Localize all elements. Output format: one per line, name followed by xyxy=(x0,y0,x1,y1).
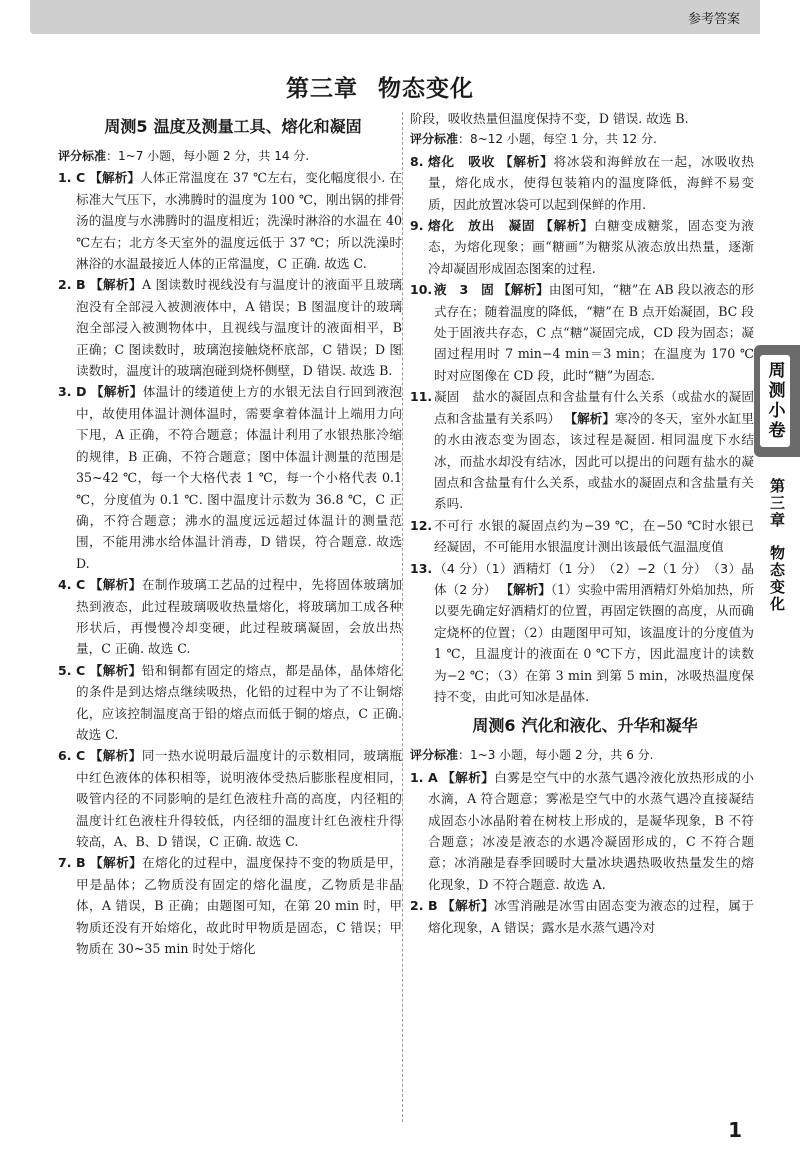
item-tag: 【解析】 xyxy=(90,277,142,293)
item-number: 8. xyxy=(410,153,424,169)
scoring-text: ：8~12 小题，每空 1 分，共 12 分. xyxy=(458,132,657,147)
answer-item xyxy=(410,558,754,708)
section-heading xyxy=(410,713,754,739)
item-number: 6. xyxy=(58,748,72,764)
item-answer: C xyxy=(76,577,86,593)
item-text: 人体正常温度在 37 ℃左右，变化幅度很小. 在标准大气压下，水沸腾时的温度为 100 ℃，刚出锅的排骨汤的温度与水沸腾时的温度相近；洗澡时淋浴的水温在 40 ℃左右；北方冬天室外的温度远低于 37 ℃；所以洗澡时淋浴的水温最接近人体的正常温度，C 正确. 故选 C. xyxy=(76,170,402,272)
side-tab-label-box xyxy=(760,355,790,447)
page-number: 1 xyxy=(728,1118,742,1142)
answer-item xyxy=(58,274,402,381)
item-text: 由图可知，“糖”在 AB 段以液态的形式存在；随着温度的降低，“糖”在 B 点开始凝固，BC 段处于固液共存态，C 点“糖”凝固完成，CD 段为固态；凝固过程用时 7 min−4 min＝3 min；在温度为 170 ℃时对应图像在 CD 段，此时“糖”为固态. xyxy=(434,282,755,383)
scoring-label: 评分标准 xyxy=(58,149,107,163)
item-text: 白雾是空气中的水蒸气遇冷液化放热形成的小水滴，A 符合题意；雾凇是空气中的水蒸气遇冷直接凝结成固态小冰晶附着在树枝上形成的，是凝华现象，B 不符合题意；冰凌是液态的水遇冷凝固形成的，C 不符合题意；冰消融是春季回暖时大量冰块遇热吸收热量发生的熔化现象，D 不符合题意. 故选 A. xyxy=(428,769,754,892)
answer-item xyxy=(410,767,754,895)
item-answer: 熔化 放出 凝固 xyxy=(428,218,536,234)
item-tag: 【解析】 xyxy=(89,662,142,678)
item-text: 白糖变成糖浆，固态变为液态，为熔化现象；画“糖画”为糖浆从液态放出热量，逐渐冷却凝固形成固态图案的过程. xyxy=(428,218,754,276)
item-text: 在熔化的过程中，温度保持不变的物质是甲，甲是晶体；乙物质没有固定的熔化温度，乙物质是非晶体，A 错误，B 正确；由题图可知，在第 20 min 时，甲物质还没有开始熔化，故此时甲物质是固态，C 错误；甲物质在 30~35 min 时处于熔化 xyxy=(76,855,402,957)
scoring-label: 评分标准 xyxy=(410,748,459,763)
answer-item xyxy=(58,574,402,660)
item-answer: C xyxy=(76,748,86,764)
item-text: 将冰袋和海鲜放在一起，冰吸收热量，熔化成水，使得包装箱内的温度降低，海鲜不易变质，因此放置冰袋可以起到保鲜的作用. xyxy=(428,153,755,212)
item-number: 9. xyxy=(410,218,424,234)
item-number: 11. xyxy=(410,389,433,405)
item-tag: 【解析】 xyxy=(89,170,141,186)
item-answer: B xyxy=(76,277,86,293)
item-text: （1）实验中需用酒精灯外焰加热，所以要先确定好酒精灯的位置，再固定铁圈的高度，从而确定烧杯的位置；（2）由题图甲可知，该温度计的分度值为 1 ℃，且温度计的液面在 0 ℃下方，因此温度计的读数为−2 ℃；（3）在第 3 min 到第 5 min，冰吸热温度保持不变，由此可知冰是晶体. xyxy=(434,581,755,704)
item-answer: B xyxy=(428,898,438,914)
answer-item xyxy=(58,167,402,274)
item-number: 1. xyxy=(410,769,424,785)
item-tag: 【解析】 xyxy=(499,153,554,169)
scoring-text: ：1~7 小题，每小题 2 分，共 14 分. xyxy=(106,149,310,163)
section-heading xyxy=(58,114,402,140)
scoring-standard xyxy=(410,129,754,150)
item-number: 2. xyxy=(58,277,72,293)
item-tag: 【解析】 xyxy=(89,748,142,764)
item-tag: 【解析】 xyxy=(89,577,142,593)
item-answer: C xyxy=(76,170,86,186)
item-tag: 【解析】 xyxy=(500,581,551,597)
item-answer: 凝固 盐水的凝固点和含盐量有什么关系（或盐水的凝固点和含盐量有关系吗） xyxy=(434,389,754,426)
item-text: A 图读数时视线没有与温度计的液面平且玻璃泡没有全部浸入被测液体中，A 错误；B 图温度计的玻璃泡全部浸入被测物体中，且视线与温度计的液面相平，B 正确；C 图读数时，玻璃泡接触烧杯底部，C 错误；D 图读数时，温度计的玻璃泡碰到烧杯侧壁，D 错误. 故选 B. xyxy=(76,277,402,379)
answer-item xyxy=(58,660,402,746)
item-number: 7. xyxy=(58,855,72,871)
scoring-label: 评分标准 xyxy=(410,132,459,147)
side-chapter-number: 第三章 xyxy=(768,478,786,529)
item-number: 1. xyxy=(58,170,72,186)
item-answer: B xyxy=(76,855,86,871)
item-text: 体温计的缕道使上方的水银无法自行回到液泡中，故使用体温计测体温时，需要拿着体温计上端用力向下甩，A 正确，不符合题意；体温计利用了水银热胀冷缩的规律，B 正确，不符合题意；图中体温计测量的范围是 35~42 ℃，每一个大格代表 1 ℃，每一个小格代表 0.1 ℃，分度值为 0.1 ℃. 图中温度计示数为 36.8 ℃，C 正确，不符合题意；沸水的温度远远超过体温计的测量范围，不能用沸水给体温计消毒，D 错误，符合题意. 故选 D. xyxy=(76,384,402,571)
item-text: 同一热水说明最后温度计的示数相同，玻璃瓶中红色液体的体积相等，说明液体受热后膨胀程度相同，吸管内径的不同影响的是红色液柱升高的高度，内径粗的温度计红色液柱升得较低，内径细的温度计红色液柱升得较高，A、B、D 错误，C 正确. 故选 C. xyxy=(76,748,403,849)
item-answer: A xyxy=(428,769,438,785)
continuation-text: 阶段，吸收热量但温度保持不变，D 错误. 故选 B. xyxy=(410,111,689,126)
header-band xyxy=(30,0,760,34)
item-number: 13. xyxy=(410,560,433,576)
section-title: 汽化和液化、升华和凝华 xyxy=(521,716,698,736)
item-tag: 【解析】 xyxy=(540,218,594,234)
header-label: 参考答案 xyxy=(687,12,740,27)
item-number: 10. xyxy=(410,282,433,298)
item-number: 12. xyxy=(410,517,433,533)
left-column xyxy=(58,108,402,959)
item-number: 4. xyxy=(58,577,72,593)
section-title: 温度及测量工具、熔化和凝固 xyxy=(153,117,362,136)
item-answer: 不可行 xyxy=(434,517,474,533)
right-column xyxy=(410,108,754,938)
answer-item xyxy=(410,215,754,279)
side-chapter-name: 物态变化 xyxy=(768,545,786,613)
scoring-standard xyxy=(58,146,402,167)
item-tag: 【解析】 xyxy=(442,769,495,785)
header-corner xyxy=(760,0,800,34)
answer-item xyxy=(58,852,402,959)
side-tab-label: 周测小卷 xyxy=(764,361,785,441)
answer-item xyxy=(410,279,754,386)
section-name: 周测5 xyxy=(104,117,148,136)
answer-item xyxy=(58,381,402,574)
chapter-title xyxy=(0,70,760,103)
item-tag: 【解析】 xyxy=(497,282,549,298)
item-text: 冰雪消融是冰雪由固态变为液态的过程，属于熔化现象，A 错误；露水是水蒸气遇冷对 xyxy=(428,898,754,935)
item-text: 水银的凝固点约为−39 ℃，在−50 ℃时水银已经凝固，不可能用水银温度计测出该最低气温温度值 xyxy=(434,517,754,555)
item-text: 在制作玻璃工艺品的过程中，先将固体玻璃加热到液态，此过程玻璃吸收热量熔化，将玻璃加工成各种形状后，再慢慢冷却变硬，此过程玻璃凝固，会放出热量，C 正确. 故选 C. xyxy=(76,577,403,657)
item-tag: 【解析】 xyxy=(90,855,143,871)
answer-item xyxy=(410,151,754,215)
item-number: 5. xyxy=(58,662,72,678)
item-tag: 【解析】 xyxy=(442,898,495,914)
chapter-number: 第三章 xyxy=(286,76,358,102)
item-answer: 液 3 固 xyxy=(434,282,494,298)
item-answer: （4 分）（1）酒精灯（1 分） （2）−2（1 分） （3）晶体（2 分） xyxy=(434,560,754,597)
item-answer: C xyxy=(76,662,86,678)
answer-item xyxy=(58,745,402,852)
item-tag: 【解析】 xyxy=(90,384,143,400)
chapter-name: 物态变化 xyxy=(378,76,474,102)
section-name: 周测6 xyxy=(472,716,516,736)
answer-item xyxy=(410,386,754,514)
item-tag: 【解析】 xyxy=(564,410,616,426)
side-chapter-label xyxy=(767,478,788,613)
item-number: 3. xyxy=(58,384,72,400)
answer-item xyxy=(410,515,754,558)
item-text: 铅和铜都有固定的熔点，都是晶体，晶体熔化的条件是到达熔点继续吸热，化铅的过程中为了不让铜熔化，应该控制温度高于铅的熔点而低于铜的熔点，C 正确. 故选 C. xyxy=(76,662,403,742)
side-tab xyxy=(754,345,800,457)
item-number: 2. xyxy=(410,898,424,914)
item-answer: D xyxy=(76,384,87,400)
column-divider xyxy=(402,112,403,1122)
answer-item xyxy=(410,895,754,938)
item-text: 寒冷的冬天，室外水缸里的水由液态变为固态，该过程是凝固. 相同温度下水结冰，而盐水却没有结冰，因此可以提出的问题有盐水的凝固点和含盐量有什么关系，或盐水的凝固点和含盐量有关系吗. xyxy=(434,410,755,512)
item-answer: 熔化 吸收 xyxy=(428,153,496,169)
header-bar xyxy=(0,0,800,34)
scoring-standard xyxy=(410,745,754,766)
scoring-text: ：1~3 小题，每小题 2 分，共 6 分. xyxy=(458,748,654,763)
